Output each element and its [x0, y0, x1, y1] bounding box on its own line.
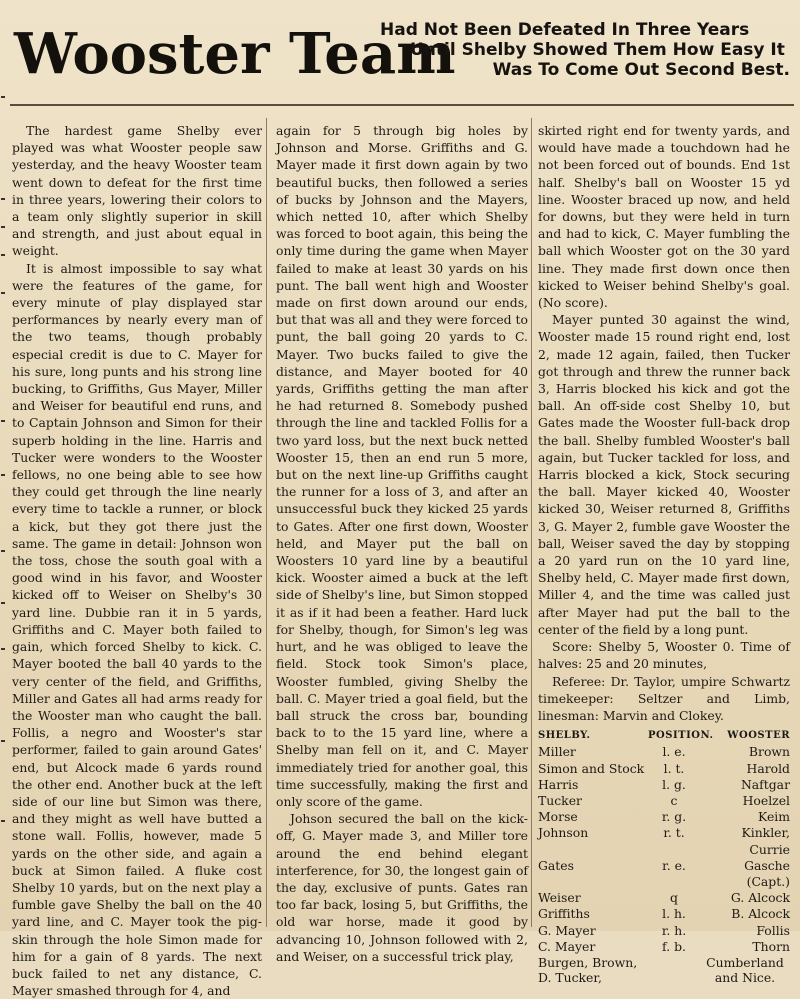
wooster-subs-line: and Nice. — [714, 969, 776, 985]
wooster-player: G. Alcock — [730, 890, 790, 906]
wooster-player: Hoelzel — [742, 792, 790, 808]
wooster-player: Kinkler, Currie — [741, 825, 790, 857]
shelby-player: C. Mayer — [538, 938, 596, 954]
paragraph: It is almost impossible to say what were the features of the game, for every minute of play displayed star performances by nearly every man of the two teams, though probably especial credit is due to C. Mayer for his sure, long punts and his strong line bucking, to Griffiths, Gus Mayer, Miller and Weiser for beautiful end runs, and to Captain Johnson and Simon for their superb holding in the line. Harris and Tucker were wonders to the Wooster fellows, no one being able to see how they could get through the line nearly every time to tackle a runner, or block a kick, but they got there just the same. The game in detail: Johnson won the toss, chose the south goal with a good wind in his favor, and Wooster kicked off to Weiser on Shelby's 30 yard line. Dubbie ran it in 5 yards, Griffiths and C. Mayer both failed to gain, which forced Shelby to kick. C. Mayer booted the ball 40 yards to the very center of the field, and Griffiths, Miller and Gates all had arms ready for the Wooster man who caught the ball. Follis, a negro and Wooster's star performer, failed to gain around Gates' end, but Alcock made 6 yards round the other end. Another buck at the left side of our line but Simon was there, and they might as well have butted a stone wall. Follis, however, made 5 yards on the other side, and again a buck at Simon failed. A fluke cost Shelby 10 yards, but on the next play a fumble gave Shelby the ball on the 40 yard line, and C. Mayer took the pig-skin through the hole Simon made for him for a gain of 8 yards. The next buck failed to net any distance, C. Mayer smashed through for 4, and — [12, 260, 262, 999]
position: l. g. — [662, 776, 686, 792]
wooster-player: Brown — [748, 744, 790, 760]
lineup-row — [538, 793, 790, 809]
column-divider — [531, 118, 532, 927]
shelby-subs — [538, 955, 648, 985]
wooster-player: Follis — [756, 922, 790, 938]
lineup-subs — [538, 955, 790, 985]
shelby-player: Miller — [538, 744, 576, 760]
paragraph: The hardest game Shelby ever played was what Wooster people saw yesterday, and the heavy Wooster team went down to defeat for the first time in three years, lowering their colors to a team only slightly superior in skill and strength, and just about equal in weight. — [12, 123, 262, 259]
shelby-subs-line: Burgen, Brown, — [538, 954, 638, 970]
shelby-player: G. Mayer — [538, 922, 596, 938]
shelby-player: Harris — [538, 776, 579, 792]
header-position: POSITION. — [648, 730, 714, 742]
wooster-player: Gasche (Capt.) — [744, 857, 790, 889]
position: r. h. — [661, 922, 687, 938]
wooster-player: B. Alcock — [731, 906, 790, 922]
headline-title: Wooster Team — [14, 21, 456, 87]
article-column-2 — [276, 122, 528, 965]
headline-subtitle — [370, 20, 790, 80]
article-column-1 — [12, 122, 262, 999]
shelby-player: Morse — [538, 809, 578, 825]
officials-line: Referee: Dr. Taylor, umpire Schwartz timekeeper: Seltzer and Limb, linesman: Marvin and Clokey. — [538, 673, 790, 723]
position: r. e. — [662, 857, 686, 873]
shelby-player: Weiser — [538, 890, 581, 906]
lineup-row — [538, 761, 790, 777]
paragraph: skirted right end for twenty yards, and would have made a touchdown had he not been forced out of bounds. End 1st half. Shelby's ball on Wooster 15 yd line. Wooster braced up now, and held for downs, but they were held in turn and had to kick, C. Mayer fumbling the ball which Wooster got on the 30 yard line. They made first down once then kicked to Weiser behind Shelby's goal. (No score). — [538, 123, 790, 311]
position: l. h. — [662, 906, 686, 922]
position: q — [670, 890, 678, 906]
subtitle-line-3: Was To Come Out Second Best. — [492, 60, 790, 80]
shelby-subs-line: D. Tucker, — [538, 969, 602, 985]
position: l. e. — [662, 744, 686, 760]
position: r. g. — [661, 809, 687, 825]
wooster-player: Thorn — [752, 938, 790, 954]
paragraph: Mayer punted 30 against the wind, Wooster made 15 round right end, lost 2, made 12 again, failed, then Tucker got through and threw the runner back 3, Harris blocked his kick and got the ball. An off-side cost Shelby 10, but Gates made the Wooster full-back drop the ball. Shelby fumbled Wooster's ball again, but Tucker tackled for loss, and Harris blocked a kick, Stock securing the ball. Mayer kicked 40, Wooster kicked 30, Weiser returned 8, Griffiths 3, G. Mayer 2, fumble gave Wooster the ball, Weiser saved the day by stopping a 20 yard run on the 10 yard line, Shelby held, C. Mayer made first down, Miller 4, and the time was called just after Mayer had put the ball to the center of the field by a long punt. — [538, 312, 790, 637]
wooster-player: Harold — [746, 760, 790, 776]
paragraph: Johson secured the ball on the kick-off, G. Mayer made 3, and Miller tore around the end behind elegant interference, for 30, the longest gain of the day, exclusive of punts. Gates ran too far back, losing 5, but Griffiths, the old war horse, made it good by advancing 10, Johnson followed with 2, and Weiser, on a successful trick play, — [276, 811, 528, 964]
score-line: Score: Shelby 5, Wooster 0. Time of halves: 25 and 20 minutes, — [538, 639, 790, 672]
position: l. t. — [663, 760, 685, 776]
lineup-row — [538, 825, 790, 857]
lineup-row — [538, 744, 790, 760]
shelby-player: Simon and Stock — [538, 760, 645, 776]
header-wooster: WOOSTER — [727, 730, 790, 742]
position: c — [670, 792, 678, 808]
headline-block — [0, 10, 800, 98]
subtitle-line-2: Until Shelby Showed Them How Easy It — [410, 40, 785, 60]
shelby-player: Gates — [538, 857, 574, 873]
wooster-player: Naftgar — [740, 776, 790, 792]
wooster-player: Keim — [758, 809, 790, 825]
shelby-player: Tucker — [538, 792, 582, 808]
paragraph: again for 5 through big holes by Johnson and Morse. Griffiths and G. Mayer made it first down again by two beautiful bucks, then followed a series of bucks by Johnson and the Mayers, which netted 10, after which Shelby was forced to boot again, this being the only time during the game when Mayer failed to make at least 30 yards on his punt. The ball went high and Wooster made on first down around our ends, but that was all and they were forced to punt, the ball going 20 yards to C. Mayer. Two bucks failed to give the distance, and Mayer booted for 40 yards, Griffiths getting the man after he had returned 8. Somebody pushed through the line and tackled Follis for a two yard loss, but the next buck netted Wooster 15, then an end run 5 more, but on the next line-up Griffiths caught the runner for a loss of 3, and after an unsuccessful buck they kicked 25 yards to Gates. After one first down, Wooster held, and Mayer put the ball on Woosters 10 yard line by a beautiful kick. Wooster aimed a buck at the left side of Shelby's line, but Simon stopped it as if it had been a feather. Hard luck for Shelby, though, for Simon's leg was hurt, and he was obliged to leave the field. Stock took Simon's place, Wooster fumbled, giving Shelby the ball. C. Mayer tried a goal field, but the ball struck the cross bar, bounding back to to the 15 yard line, where a Shelby man fell on it, and C. Mayer immediately tried for another goal, this time successfully, making the first and only score of the game. — [276, 123, 528, 809]
lineup-header — [538, 728, 790, 744]
lineup-row — [538, 906, 790, 922]
header-shelby: SHELBY. — [538, 730, 591, 742]
position: f. b. — [662, 938, 686, 954]
lineup-row — [538, 939, 790, 955]
article-column-3 — [538, 122, 790, 985]
position: r. t. — [663, 825, 685, 841]
page-edge-marks — [0, 0, 8, 931]
lineup-table — [538, 728, 790, 985]
shelby-player: Griffiths — [538, 906, 590, 922]
lineup-row — [538, 809, 790, 825]
lineup-row — [538, 858, 790, 890]
wooster-subs-line: Cumberland — [706, 954, 784, 970]
subtitle-line-1: Had Not Been Defeated In Three Years — [380, 20, 750, 40]
column-divider — [266, 118, 267, 927]
lineup-row — [538, 890, 790, 906]
lineup-row — [538, 777, 790, 793]
wooster-subs — [700, 955, 790, 985]
headline-rule — [10, 104, 794, 106]
shelby-player: Johnson — [538, 825, 589, 841]
